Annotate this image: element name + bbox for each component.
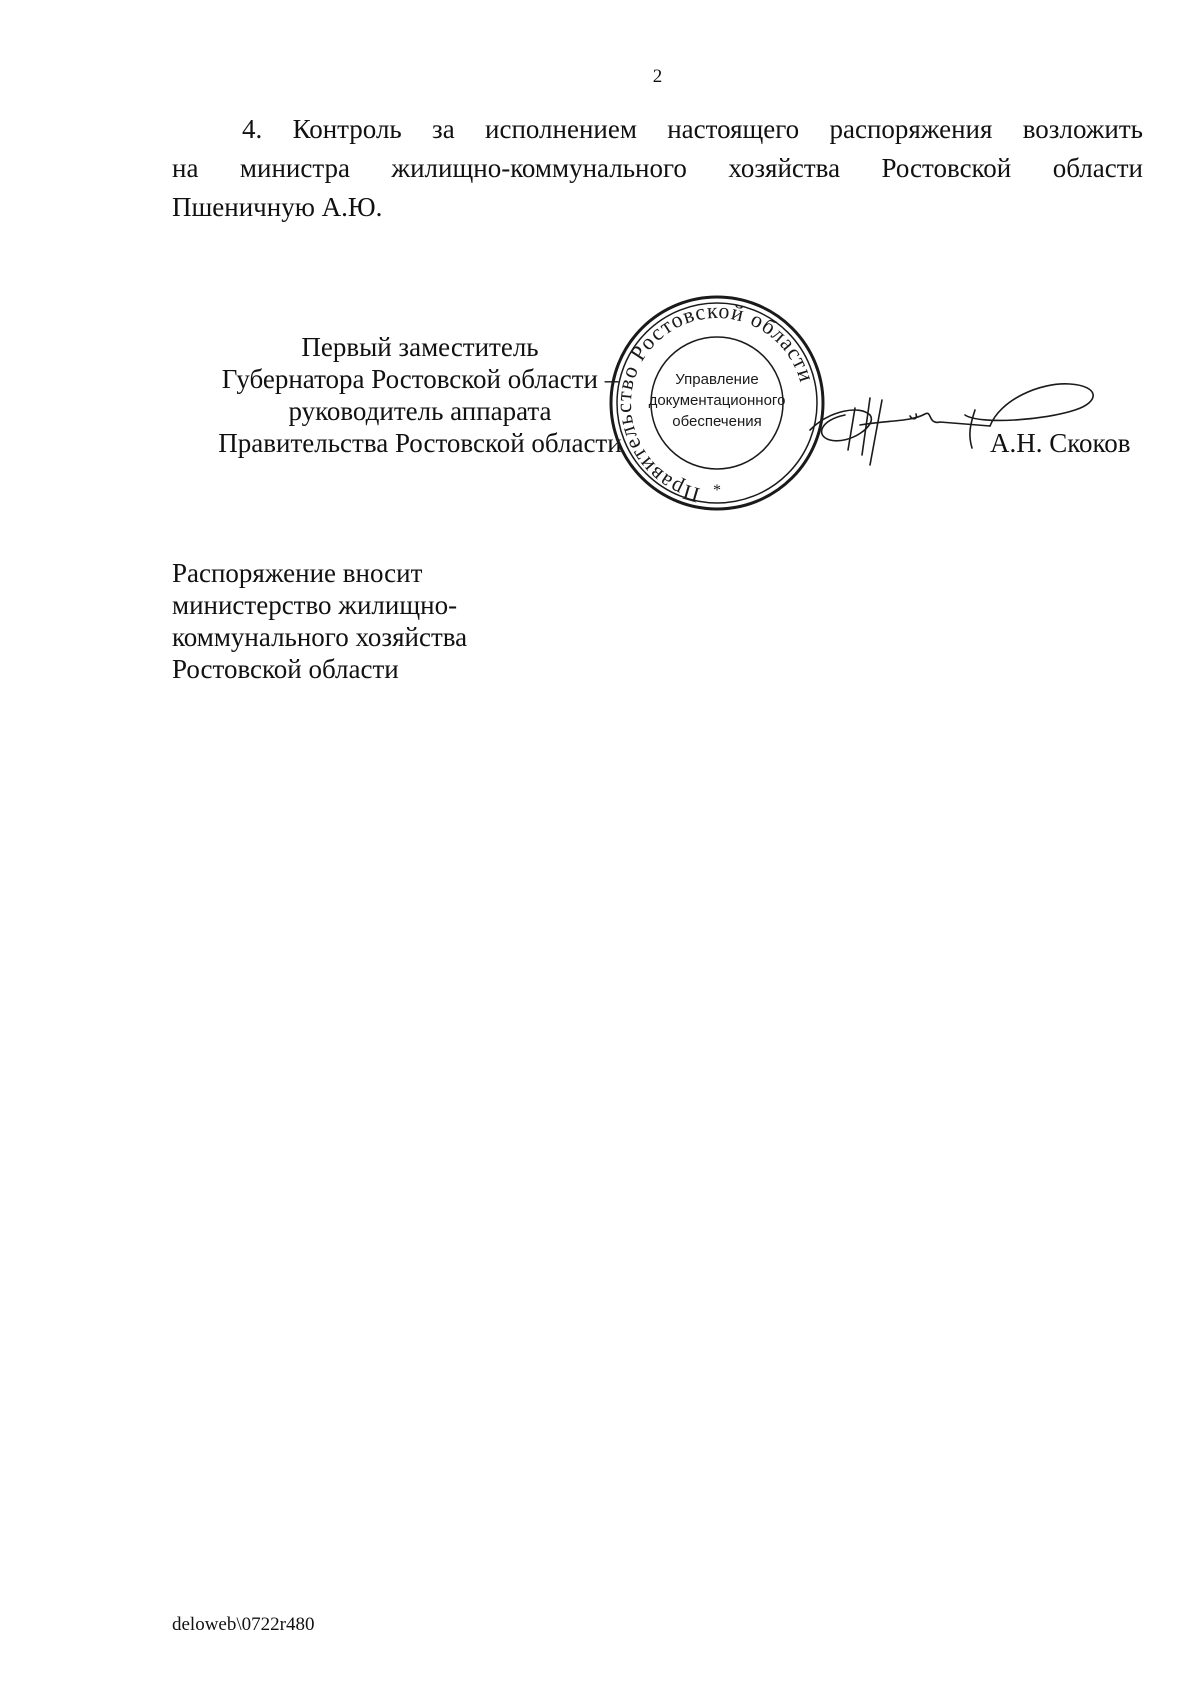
seal-inner-line: Управление <box>675 371 759 388</box>
paragraph-line: на министра жилищно-коммунального хозяйства Ростовской области <box>172 153 1143 183</box>
signatory-position-line: Правительства Ростовской области <box>218 428 622 458</box>
seal-inner-line: документационного <box>648 392 786 409</box>
submitter-line: Распоряжение вносит <box>172 558 423 588</box>
signer-name: А.Н. Скоков <box>990 428 1131 458</box>
paragraph-line: 4. Контроль за исполнением настоящего распоряжения возложить <box>242 114 1143 144</box>
official-seal <box>602 292 832 514</box>
page-number: 2 <box>652 66 663 87</box>
submitter-line: коммунального хозяйства <box>172 622 468 652</box>
submitter-line: министерство жилищно- <box>172 590 458 620</box>
submitter-line: Ростовской области <box>172 654 399 684</box>
submitter-block <box>172 557 467 685</box>
signatory-position-line: руководитель аппарата <box>288 396 552 426</box>
signatory-position-line: Губернатора Ростовской области – <box>221 364 619 394</box>
paragraph-line: Пшеничную А.Ю. <box>172 192 383 222</box>
handwritten-signature <box>800 370 1100 480</box>
seal-outer-text: Правительство Ростовской области <box>610 297 820 509</box>
signatory-position-line: Первый заместитель <box>301 332 539 362</box>
control-paragraph <box>172 110 1143 227</box>
seal-inner-line: обеспечения <box>672 413 762 430</box>
document-code: deloweb\0722r480 <box>172 1614 315 1635</box>
seal-star-icon: * <box>713 482 721 499</box>
